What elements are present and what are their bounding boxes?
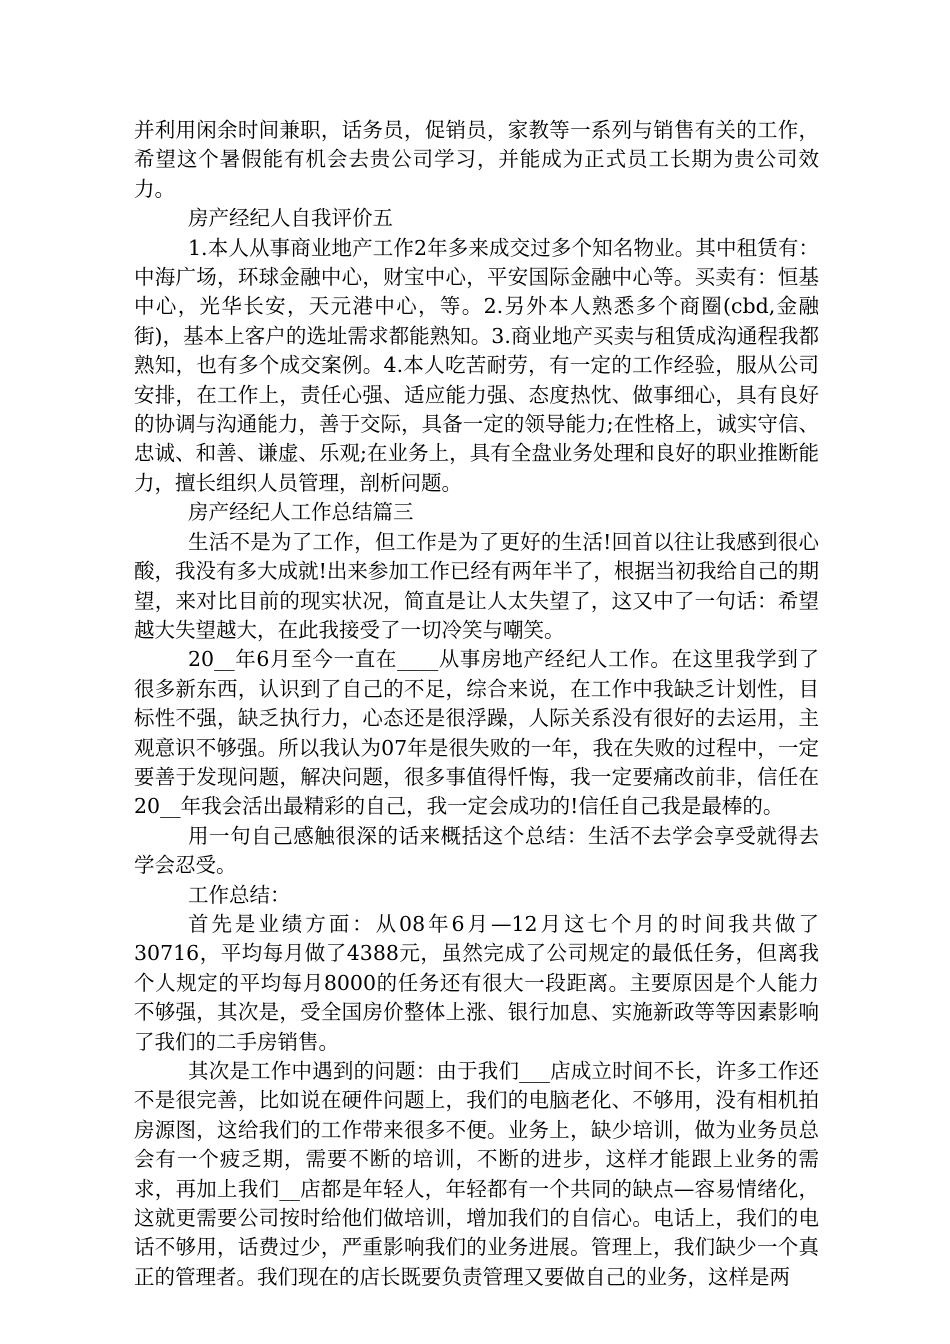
section-heading: 工作总结：: [188, 882, 291, 907]
document-body: [134, 116, 819, 1292]
paragraph: 并利用闲余时间兼职，话务员，促销员，家教等一系列与销售有关的工作，希望这个暑假能有机会去贵公司学习，并能成为正式员工长期为贵公司效力。: [134, 118, 819, 201]
paragraph: 1.本人从事商业地产工作2年多来成交过多个知名物业。其中租赁有：中海广场，环球金融中心，财宝中心，平安国际金融中心等。买卖有：恒基中心，光华长安，天元港中心，等。2.另外本人熟悉多个商圈(cbd,金融街)，基本上客户的选址需求都能熟知。3.商业地产买卖与租赁成沟通程我都熟知，也有多个成交案例。4.本人吃苦耐劳，有一定的工作经验，服从公司安排，在工作上，责任心强、适应能力强、态度热忱、做事细心，具有良好的协调与沟通能力，善于交际，具备一定的领导能力;在性格上，诚实守信、忠诚、和善、谦虚、乐观;在业务上，具有全盘业务处理和良好的职业推断能力，擅长组织人员管理，剖析问题。: [134, 235, 819, 495]
paragraph: 首先是业绩方面：从08年6月—12月这七个月的时间我共做了30716，平均每月做了4388元，虽然完成了公司规定的最低任务，但离我个人规定的平均每月8000的任务还有很大一段距离。主要原因是个人能力不够强，其次是，受全国房价整体上涨、银行加息、实施新政等等因素影响了我们的二手房销售。: [134, 911, 819, 1054]
paragraph: 其次是工作中遇到的问题：由于我们___店成立时间不长，许多工作还不是很完善，比如说在硬件问题上，我们的电脑老化、不够用，没有相机拍房源图，这给我们的工作带来很多不便。业务上，缺少培训，做为业务员总会有一个疲乏期，需要不断的培训，不断的进步，这样才能跟上业务的需求，再加上我们__店都是年轻人，年轻都有一个共同的缺点—容易情绪化，这就更需要公司按时给他们做培训，增加我们的自信心。电话上，我们的电话不够用，话费过少，严重影响我们的业务进展。管理上，我们缺少一个真正的管理者。我们现在的店长既要负责管理又要做自己的业务，这样是两: [134, 1059, 819, 1289]
section-heading: 房产经纪人自我评价五: [188, 206, 393, 231]
paragraph: 用一句自己感触很深的话来概括这个总结：生活不去学会享受就得去学会忍受。: [134, 823, 819, 878]
paragraph: 生活不是为了工作，但工作是为了更好的生活!回首以往让我感到很心酸，我没有多大成就!出来参加工作已经有两年半了，根据当初我给自己的期望，来对比目前的现实状况，简直是让人太失望了，这又中了一句话：希望越大失望越大，在此我接受了一切冷笑与嘲笑。: [134, 529, 819, 642]
paragraph: 20__年6月至今一直在____从事房地产经纪人工作。在这里我学到了很多新东西，认识到了自己的不足，综合来说，在工作中我缺乏计划性，目标性不强，缺乏执行力，心态还是很浮躁，人际关系没有很好的去运用，主观意识不够强。所以我认为07年是很失败的一年，我在失败的过程中，一定要善于发现问题，解决问题，很多事值得忏悔，我一定要痛改前非，信任在20__年我会活出最精彩的自己，我一定会成功的!信任自己我是最棒的。: [134, 647, 819, 819]
section-heading: 房产经纪人工作总结篇三: [188, 500, 414, 525]
